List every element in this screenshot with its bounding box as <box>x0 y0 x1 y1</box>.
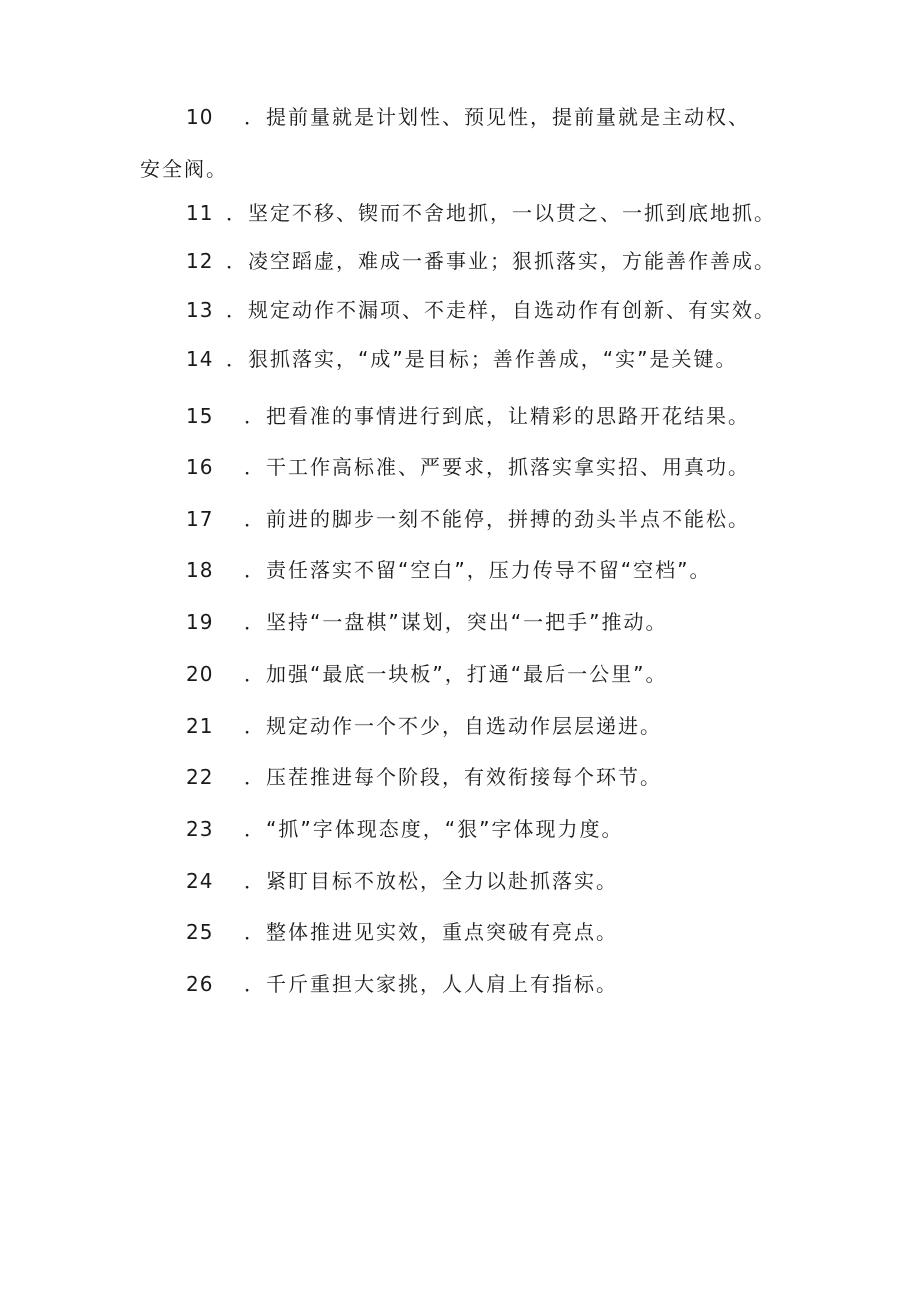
list-item <box>186 555 826 585</box>
item-text: ．规定动作不漏项、不走样，自选动作有创新、有实效。 <box>226 298 776 322</box>
item-text: ．紧盯目标不放松，全力以赴抓落实。 <box>244 869 618 893</box>
item-number: 15 <box>186 404 214 428</box>
item-number: 21 <box>186 714 214 738</box>
list-item <box>186 814 826 844</box>
item-number: 18 <box>186 558 214 582</box>
item-number: 20 <box>186 662 214 686</box>
item-text: ．加强“最底一块板”，打通“最后一公里”。 <box>244 662 668 686</box>
item-text: ．坚持“一盘棋”谋划，突出“一把手”推动。 <box>244 610 668 634</box>
item-number: 25 <box>186 920 214 944</box>
item-text: ．规定动作一个不少，自选动作层层递进。 <box>244 714 662 738</box>
list-item <box>186 659 826 689</box>
item-text: ．前进的脚步一刻不能停，拼搏的劲头半点不能松。 <box>244 507 750 531</box>
item-text: ．坚定不移、锲而不舍地抓，一以贯之、一抓到底地抓。 <box>226 201 776 225</box>
item-text: 安全阀。 <box>140 157 228 181</box>
item-number: 23 <box>186 817 214 841</box>
item-text: ．千斤重担大家挑，人人肩上有指标。 <box>244 972 618 996</box>
list-item <box>186 866 826 896</box>
list-item <box>186 917 826 947</box>
list-item <box>186 504 826 534</box>
item-number: 16 <box>186 455 214 479</box>
item-number: 11 <box>186 201 214 225</box>
item-number: 24 <box>186 869 214 893</box>
list-item <box>186 762 826 792</box>
list-item <box>186 295 826 325</box>
item-number: 26 <box>186 972 214 996</box>
list-item <box>186 246 826 276</box>
item-number: 19 <box>186 610 214 634</box>
item-text: ．狠抓落实，“成”是目标；善作善成，“实”是关键。 <box>226 347 738 371</box>
item-number: 14 <box>186 347 214 371</box>
item-text: ．提前量就是计划性、预见性，提前量就是主动权、 <box>244 105 750 129</box>
item-text: ．压茬推进每个阶段，有效衔接每个环节。 <box>244 765 662 789</box>
item-text: ．责任落实不留“空白”，压力传导不留“空档”。 <box>244 558 712 582</box>
list-item <box>186 711 826 741</box>
list-item <box>186 607 826 637</box>
item-number: 17 <box>186 507 214 531</box>
list-item <box>186 969 826 999</box>
item-number: 10 <box>186 105 214 129</box>
item-text: ．凌空蹈虚，难成一番事业；狠抓落实，方能善作善成。 <box>226 249 776 273</box>
item-text: ．把看准的事情进行到底，让精彩的思路开花结果。 <box>244 404 750 428</box>
item-number: 22 <box>186 765 214 789</box>
item-number: 13 <box>186 298 214 322</box>
list-item <box>186 344 826 374</box>
list-item <box>186 452 826 482</box>
item-text: ．干工作高标准、严要求，抓落实拿实招、用真功。 <box>244 455 750 479</box>
list-item <box>186 198 826 228</box>
list-item <box>186 401 826 431</box>
item-text: ．整体推进见实效，重点突破有亮点。 <box>244 920 618 944</box>
item-text: ．“抓”字体现态度，“狠”字体现力度。 <box>244 817 624 841</box>
list-item <box>186 102 826 132</box>
item-number: 12 <box>186 249 214 273</box>
